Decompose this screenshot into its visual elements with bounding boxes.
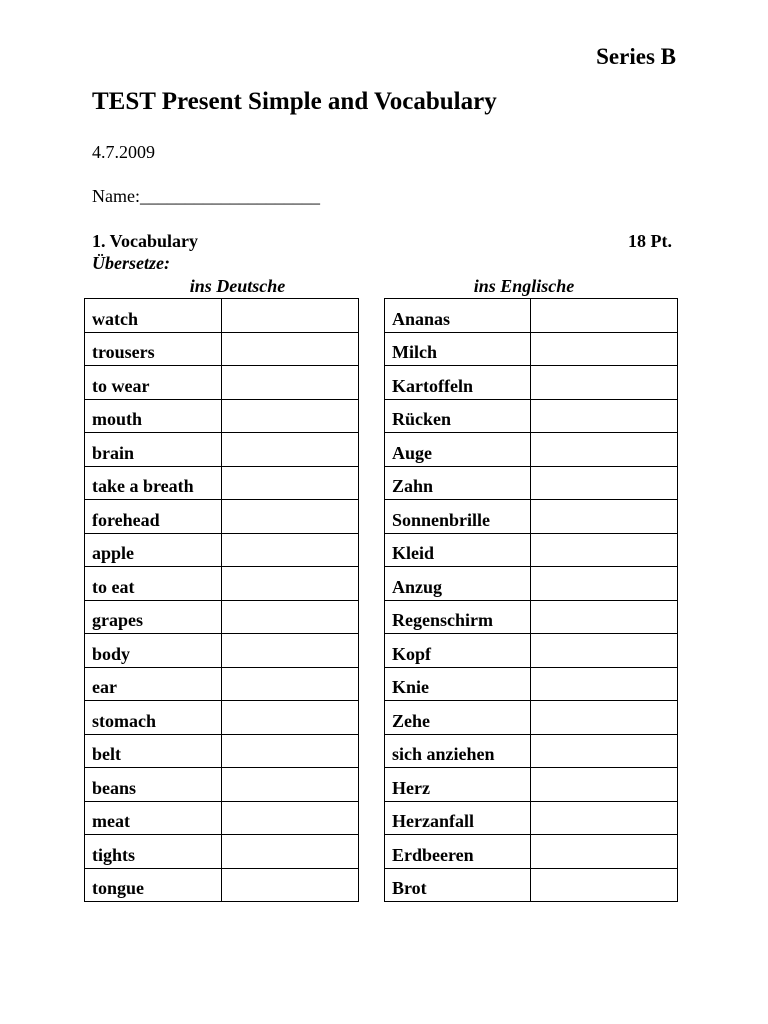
table-row bbox=[85, 667, 359, 701]
table-row bbox=[85, 500, 359, 534]
table-row bbox=[385, 299, 678, 333]
table-row bbox=[385, 667, 678, 701]
vocab-word: to eat bbox=[85, 567, 222, 601]
answer-cell[interactable] bbox=[222, 500, 359, 534]
answer-cell[interactable] bbox=[531, 835, 678, 869]
vocab-word: sich anziehen bbox=[385, 734, 531, 768]
vocab-word: Zahn bbox=[385, 466, 531, 500]
answer-cell[interactable] bbox=[531, 701, 678, 735]
answer-cell[interactable] bbox=[222, 667, 359, 701]
answer-cell[interactable] bbox=[531, 366, 678, 400]
answer-cell[interactable] bbox=[531, 533, 678, 567]
answer-cell[interactable] bbox=[222, 433, 359, 467]
answer-cell[interactable] bbox=[531, 332, 678, 366]
answer-cell[interactable] bbox=[531, 433, 678, 467]
table-row bbox=[85, 332, 359, 366]
table-row bbox=[385, 500, 678, 534]
section-points: 18 Pt. bbox=[628, 231, 672, 251]
answer-cell[interactable] bbox=[531, 600, 678, 634]
left-column-heading: ins Deutsche bbox=[189, 276, 286, 296]
table-row bbox=[385, 433, 678, 467]
vocab-word: belt bbox=[85, 734, 222, 768]
table-row bbox=[85, 466, 359, 500]
vocab-word: to wear bbox=[85, 366, 222, 400]
vocab-word: ear bbox=[85, 667, 222, 701]
vocab-word: brain bbox=[85, 433, 222, 467]
answer-cell[interactable] bbox=[222, 634, 359, 668]
answer-cell[interactable] bbox=[222, 399, 359, 433]
table-row bbox=[85, 567, 359, 601]
answer-cell[interactable] bbox=[222, 600, 359, 634]
table-row bbox=[385, 768, 678, 802]
vocab-word: mouth bbox=[85, 399, 222, 433]
answer-cell[interactable] bbox=[531, 500, 678, 534]
table-row bbox=[85, 366, 359, 400]
vocab-word: Ananas bbox=[385, 299, 531, 333]
answer-cell[interactable] bbox=[222, 366, 359, 400]
table-row bbox=[85, 634, 359, 668]
table-row bbox=[385, 734, 678, 768]
table-row bbox=[85, 734, 359, 768]
table-row bbox=[385, 801, 678, 835]
vocab-word: body bbox=[85, 634, 222, 668]
answer-cell[interactable] bbox=[222, 299, 359, 333]
answer-cell[interactable] bbox=[531, 801, 678, 835]
section-title: 1. Vocabulary bbox=[92, 231, 199, 251]
table-row bbox=[85, 533, 359, 567]
vocab-word: Brot bbox=[385, 868, 531, 902]
answer-cell[interactable] bbox=[222, 701, 359, 735]
answer-cell[interactable] bbox=[531, 567, 678, 601]
name-field: Name:____________________ bbox=[92, 186, 320, 206]
vocab-word: Herz bbox=[385, 768, 531, 802]
answer-cell[interactable] bbox=[222, 533, 359, 567]
table-row bbox=[85, 399, 359, 433]
vocab-word: Kleid bbox=[385, 533, 531, 567]
table-row bbox=[85, 801, 359, 835]
table-row bbox=[85, 600, 359, 634]
answer-cell[interactable] bbox=[222, 466, 359, 500]
page-title: TEST Present Simple and Vocabulary bbox=[92, 88, 497, 115]
answer-cell[interactable] bbox=[222, 868, 359, 902]
answer-cell[interactable] bbox=[531, 734, 678, 768]
table-row bbox=[385, 399, 678, 433]
table-row bbox=[385, 466, 678, 500]
answer-cell[interactable] bbox=[531, 667, 678, 701]
vocab-word: tongue bbox=[85, 868, 222, 902]
answer-cell[interactable] bbox=[531, 299, 678, 333]
vocab-word: Erdbeeren bbox=[385, 835, 531, 869]
table-row bbox=[385, 533, 678, 567]
table-row bbox=[385, 600, 678, 634]
answer-cell[interactable] bbox=[222, 801, 359, 835]
answer-cell[interactable] bbox=[531, 768, 678, 802]
answer-cell[interactable] bbox=[222, 734, 359, 768]
vocab-word: Sonnenbrille bbox=[385, 500, 531, 534]
vocab-word: Kartoffeln bbox=[385, 366, 531, 400]
table-row bbox=[385, 567, 678, 601]
table-row bbox=[85, 835, 359, 869]
right-column-heading: ins Englische bbox=[473, 276, 575, 296]
vocab-word: Auge bbox=[385, 433, 531, 467]
vocab-word: apple bbox=[85, 533, 222, 567]
answer-cell[interactable] bbox=[222, 768, 359, 802]
answer-cell[interactable] bbox=[222, 567, 359, 601]
section-instruction: Übersetze: bbox=[92, 253, 170, 273]
vocab-word: stomach bbox=[85, 701, 222, 735]
vocab-word: forehead bbox=[85, 500, 222, 534]
table-row bbox=[85, 701, 359, 735]
vocab-word: Herzanfall bbox=[385, 801, 531, 835]
table-row bbox=[385, 332, 678, 366]
table-row bbox=[85, 768, 359, 802]
answer-cell[interactable] bbox=[222, 835, 359, 869]
vocab-word: tights bbox=[85, 835, 222, 869]
vocab-word: Rücken bbox=[385, 399, 531, 433]
vocab-word: take a breath bbox=[85, 466, 222, 500]
vocab-word: Regenschirm bbox=[385, 600, 531, 634]
vocab-word: meat bbox=[85, 801, 222, 835]
answer-cell[interactable] bbox=[531, 634, 678, 668]
vocab-table-to-english bbox=[384, 298, 678, 902]
table-row bbox=[385, 868, 678, 902]
answer-cell[interactable] bbox=[531, 399, 678, 433]
answer-cell[interactable] bbox=[531, 868, 678, 902]
vocab-word: beans bbox=[85, 768, 222, 802]
vocab-word: Anzug bbox=[385, 567, 531, 601]
vocab-word: Milch bbox=[385, 332, 531, 366]
vocab-word: grapes bbox=[85, 600, 222, 634]
table-row bbox=[85, 299, 359, 333]
vocab-table-to-german bbox=[84, 298, 359, 902]
test-date: 4.7.2009 bbox=[92, 142, 155, 162]
series-label: Series B bbox=[596, 44, 676, 69]
table-row bbox=[385, 701, 678, 735]
answer-cell[interactable] bbox=[222, 332, 359, 366]
vocab-word: Zehe bbox=[385, 701, 531, 735]
table-row bbox=[385, 634, 678, 668]
table-row bbox=[85, 433, 359, 467]
vocab-word: Kopf bbox=[385, 634, 531, 668]
table-row bbox=[385, 835, 678, 869]
table-row bbox=[385, 366, 678, 400]
vocab-word: watch bbox=[85, 299, 222, 333]
vocab-word: trousers bbox=[85, 332, 222, 366]
vocab-word: Knie bbox=[385, 667, 531, 701]
answer-cell[interactable] bbox=[531, 466, 678, 500]
table-row bbox=[85, 868, 359, 902]
